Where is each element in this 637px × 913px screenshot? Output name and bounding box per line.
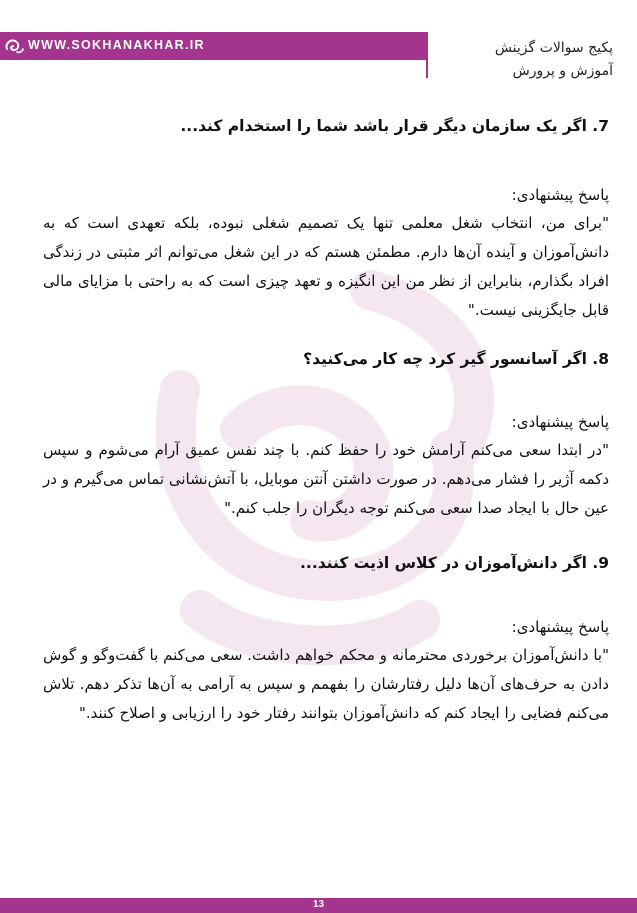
answer-7-text: "برای من، انتخاب شغل معلمی تنها یک تصمیم شغلی نبوده، بلکه تعهدی است که به دانش‌آموزان و آینده آن‌ها دارم. مطمئن هستم که در این شغل می‌توانم اثر مثبتی در زندگی افراد بگذارم، بنابراین از نظر من این انگیزه و تعهد چیزی است که به راحتی با مزایای مالی قابل جایگزینی نیست." <box>43 214 609 319</box>
main-content <box>43 112 609 728</box>
question-9-title: 9. اگر دانش‌آموزان در کلاس اذیت کنند... <box>300 554 609 572</box>
header-title <box>423 37 613 83</box>
answer-8-text: "در ابتدا سعی می‌کنم آرامش خود را حفظ کنم. با چند نفس عمیق آرام می‌شوم و سپس دکمه آژیر را فشار می‌دهم. در صورت داشتن آنتن موبایل، با آتش‌نشانی تماس می‌گیرم و در عین حال با ایجاد صدا سعی می‌کنم توجه دیگران را جلب کنم." <box>43 441 609 517</box>
sokhanakhar-logo-icon <box>4 37 24 55</box>
answer-9-label: پاسخ پیشنهادی: <box>511 618 609 636</box>
question-8-title: 8. اگر آسانسور گیر کرد چه کار می‌کنید؟ <box>303 350 609 368</box>
answer-7-label: پاسخ پیشنهادی: <box>511 186 609 204</box>
header-title-line2: آموزش و پرورش <box>512 63 613 79</box>
page-number: 13 <box>312 899 325 910</box>
answer-8-label: پاسخ پیشنهادی: <box>511 413 609 431</box>
site-url-link[interactable]: WWW.SOKHANAKHAR.IR <box>28 38 205 52</box>
header-title-line1: پکیج سوالات گزینش <box>494 40 613 56</box>
answer-9-text: "با دانش‌آموزان برخوردی محترمانه و محکم خواهم داشت. سعی می‌کنم با گفت‌وگو و گوش دادن به حرف‌های آن‌ها دلیل رفتارشان را بفهمم و سپس به آرامی به آن‌ها تذکر دهم. تلاش می‌کنم فضایی را ایجاد کنم که دانش‌آموزان بتوانند رفتار خود را ارزیابی و اصلاح کنند." <box>43 646 609 722</box>
question-7-title: 7. اگر یک سازمان دیگر قرار باشد شما را استخدام کند... <box>180 117 609 135</box>
